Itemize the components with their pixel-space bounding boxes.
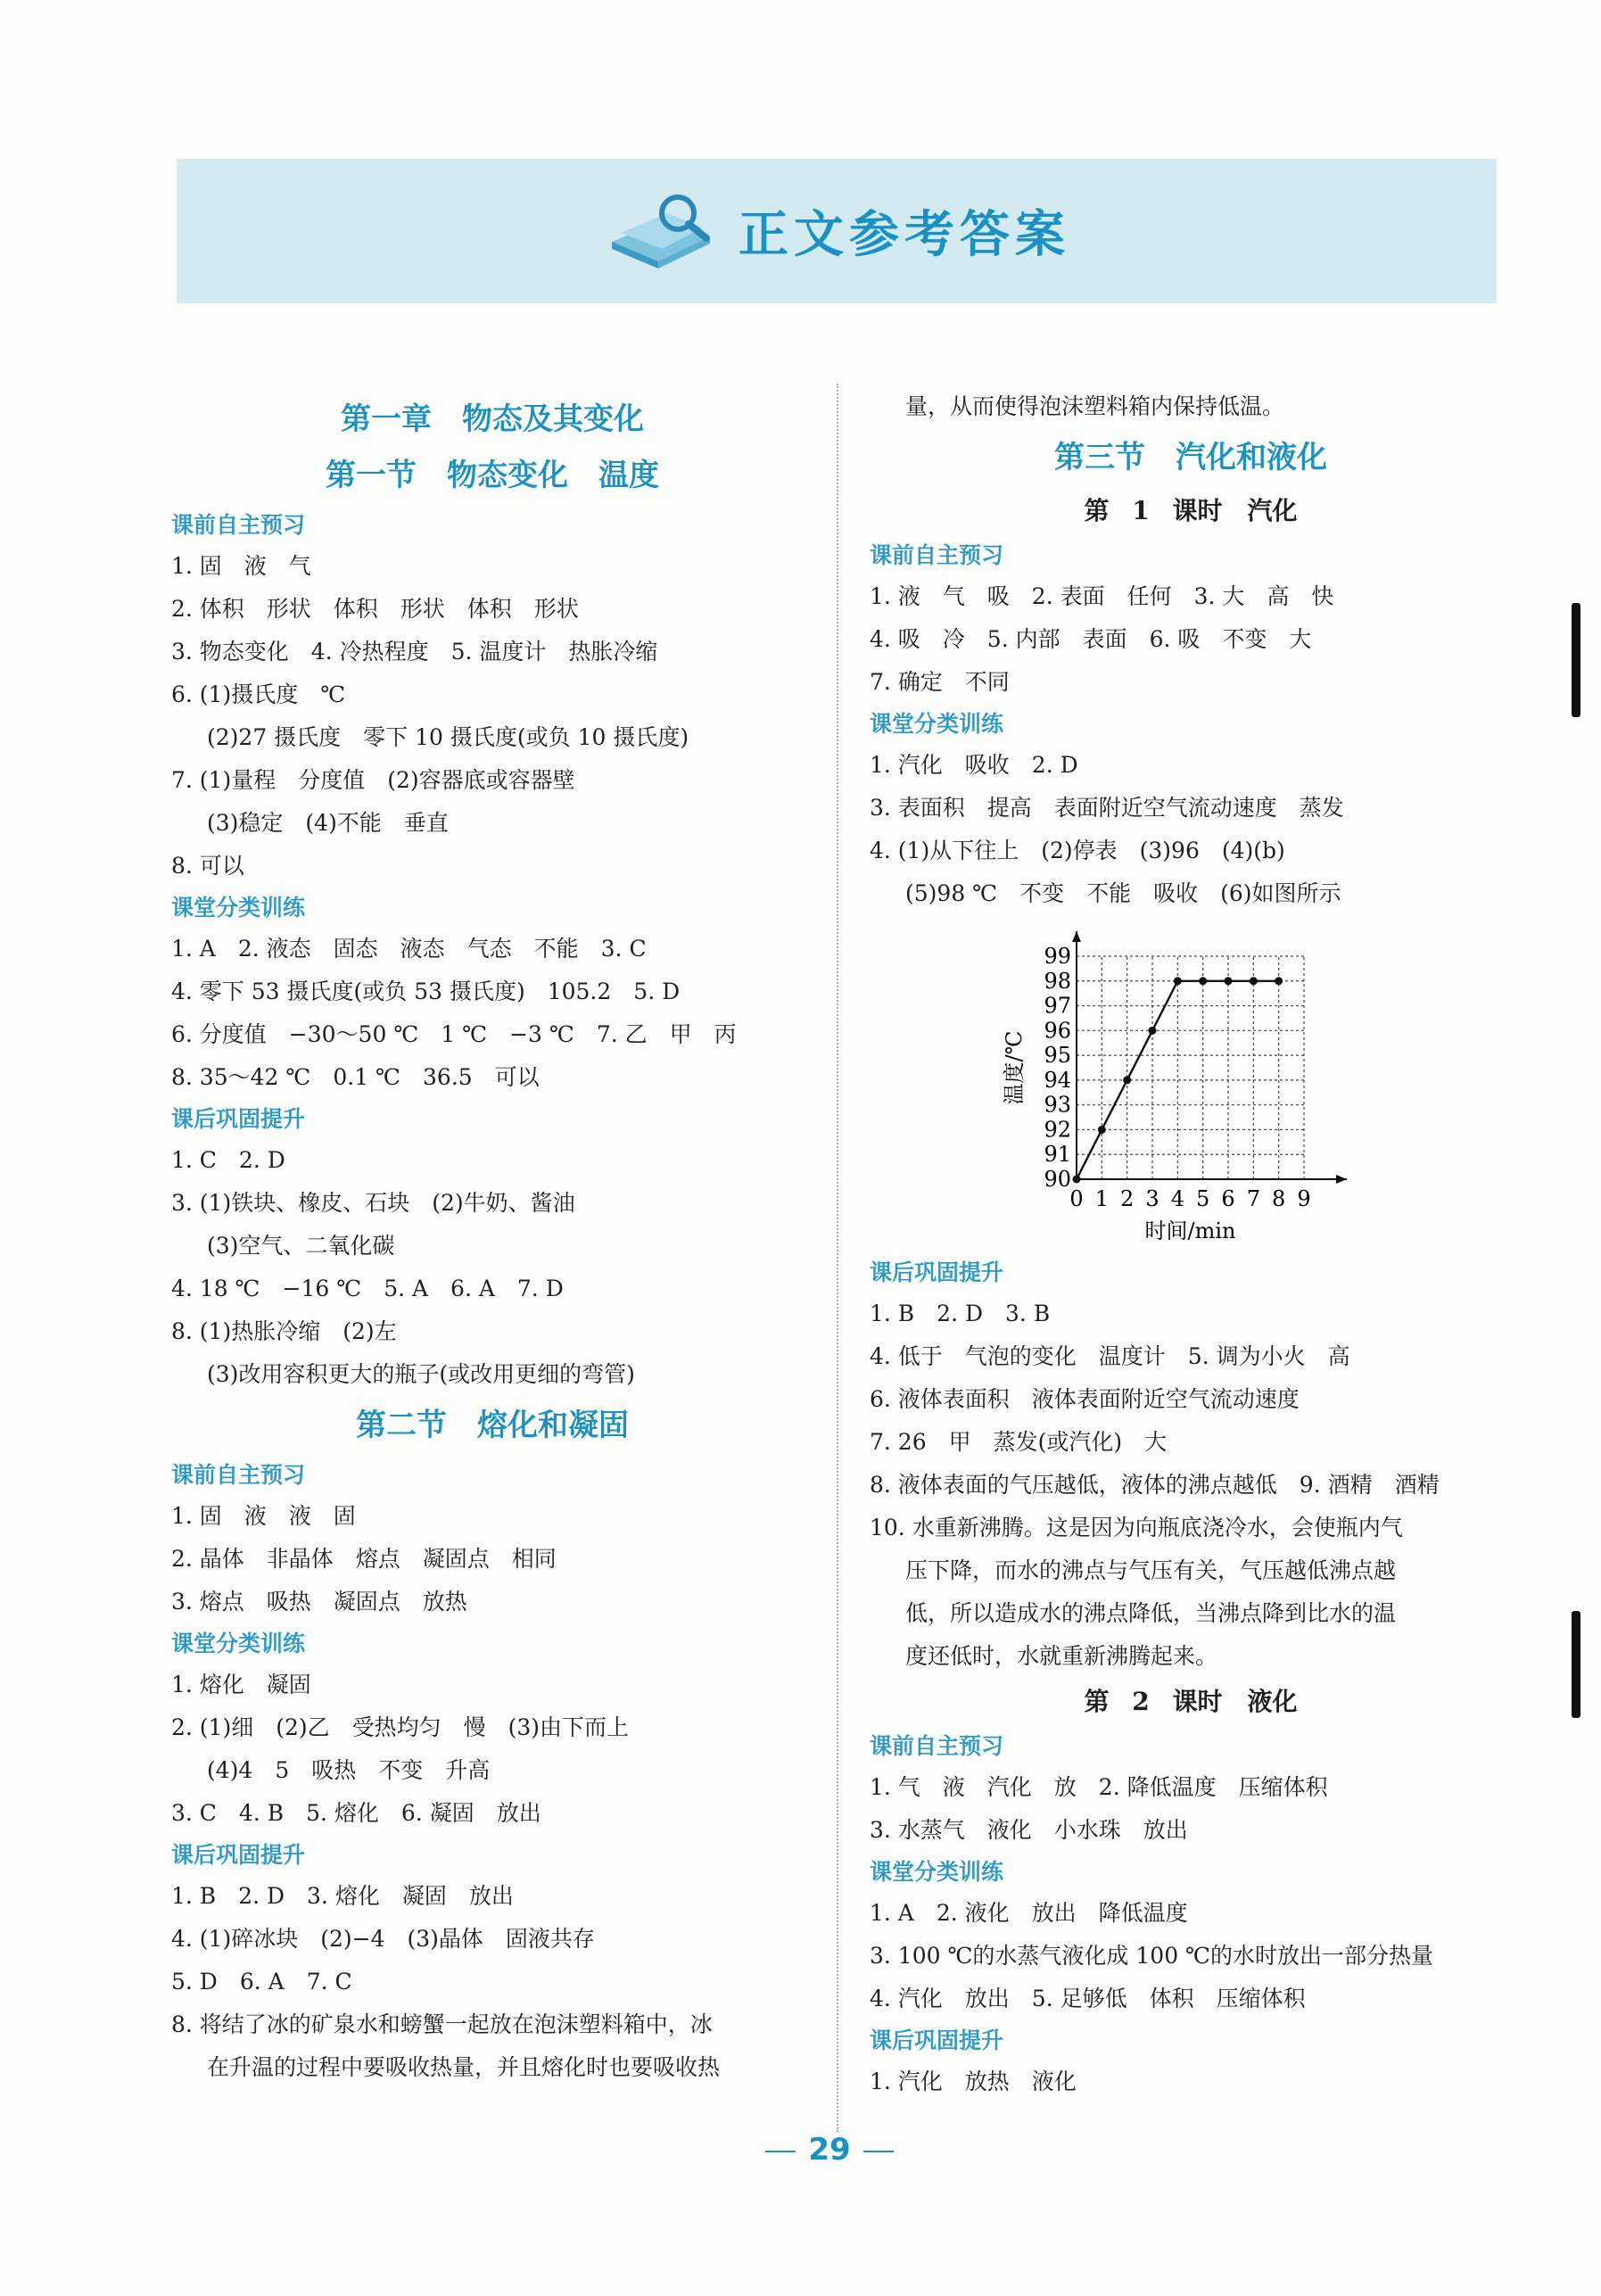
subheading: 课堂分类训练 bbox=[171, 1631, 306, 1656]
y-tick-label: 92 bbox=[1044, 1117, 1071, 1143]
answer-line: 1. B 2. D 3. B bbox=[870, 1301, 1051, 1326]
data-point bbox=[1250, 977, 1258, 985]
answer-line: 2. 体积 形状 体积 形状 体积 形状 bbox=[171, 596, 579, 622]
x-tick-label: 7 bbox=[1246, 1186, 1260, 1211]
answer-line: 3. 熔点 吸热 凝固点 放热 bbox=[171, 1589, 467, 1615]
scan-edge-mark bbox=[1572, 603, 1580, 717]
answer-line-continued: 低，所以造成水的沸点降低，当沸点降到比水的温 bbox=[905, 1600, 1397, 1626]
subheading: 课堂分类训练 bbox=[171, 895, 306, 921]
subheading: 课后巩固提升 bbox=[870, 2028, 1004, 2053]
temperature-time-chart bbox=[870, 915, 1512, 1252]
answer-line: 1. 气 液 汽化 放 2. 降低温度 压缩体积 bbox=[870, 1774, 1328, 1800]
answer-line: 3. 表面积 提高 表面附近空气流动速度 蒸发 bbox=[870, 795, 1344, 821]
x-tick-label: 3 bbox=[1145, 1186, 1159, 1211]
answer-line-continued: (3)空气、二氧化碳 bbox=[207, 1233, 395, 1259]
page-title: 正文参考答案 bbox=[739, 206, 1070, 264]
answer-line: 1. A 2. 液化 放出 降低温度 bbox=[870, 1900, 1188, 1926]
x-axis-label: 时间/min bbox=[1144, 1218, 1236, 1243]
answer-line: 1. 汽化 吸收 2. D bbox=[870, 752, 1078, 778]
answer-line: 4. 低于 气泡的变化 温度计 5. 调为小火 高 bbox=[870, 1343, 1350, 1369]
answer-line: 1. 汽化 放热 液化 bbox=[870, 2069, 1077, 2094]
subheading: 课后巩固提升 bbox=[171, 1106, 306, 1132]
y-tick-label: 96 bbox=[1044, 1018, 1071, 1044]
answer-line: 6. 分度值 −30～50 ℃ 1 ℃ −3 ℃ 7. 乙 甲 丙 bbox=[171, 1021, 737, 1047]
answer-line: 3. C 4. B 5. 熔化 6. 凝固 放出 bbox=[171, 1800, 541, 1826]
subheading: 课前自主预习 bbox=[870, 542, 1004, 568]
y-tick-label: 91 bbox=[1044, 1142, 1071, 1168]
answer-line: 7. 26 甲 蒸发(或汽化) 大 bbox=[870, 1429, 1168, 1455]
answer-line-continued: (4)4 5 吸热 不变 升高 bbox=[207, 1757, 491, 1783]
answer-line-continued: 在升温的过程中要吸收热量，并且熔化时也要吸收热 bbox=[207, 2054, 721, 2080]
data-point bbox=[1174, 977, 1182, 985]
answer-line-continued: (2)27 摄氏度 零下 10 摄氏度(或负 10 摄氏度) bbox=[207, 724, 689, 750]
section-title: 第一节 物态变化 温度 bbox=[326, 458, 659, 493]
y-tick-label: 99 bbox=[1044, 944, 1071, 969]
x-axis-arrow bbox=[1336, 1175, 1347, 1184]
section-title: 第三节 汽化和液化 bbox=[1054, 440, 1327, 475]
answer-line: 1. 固 液 气 bbox=[171, 553, 311, 579]
y-tick-label: 94 bbox=[1044, 1067, 1071, 1093]
answer-line-continued: 度还低时，水就重新沸腾起来。 bbox=[905, 1643, 1218, 1669]
answer-line: 8. 35～42 ℃ 0.1 ℃ 36.5 可以 bbox=[171, 1064, 540, 1090]
chapter-title: 第一章 物态及其变化 bbox=[341, 401, 644, 437]
answer-line: 4. 汽化 放出 5. 足够低 体积 压缩体积 bbox=[870, 1986, 1306, 2011]
answer-line: 8. 将结了冰的矿泉水和螃蟹一起放在泡沫塑料箱中，冰 bbox=[171, 2011, 713, 2037]
answer-line: 3. (1)铁块、橡皮、石块 (2)牛奶、酱油 bbox=[171, 1190, 575, 1216]
scan-edge-mark bbox=[1572, 1611, 1580, 1718]
y-tick-label: 93 bbox=[1044, 1092, 1071, 1118]
section-title: 第二节 熔化和凝固 bbox=[356, 1408, 629, 1443]
answer-line: 2. (1)细 (2)乙 受热均匀 慢 (3)由下而上 bbox=[171, 1714, 630, 1740]
x-tick-label: 4 bbox=[1170, 1186, 1184, 1211]
answer-line: 4. 18 ℃ −16 ℃ 5. A 6. A 7. D bbox=[171, 1276, 564, 1301]
answer-line: 4. (1)碎冰块 (2)−4 (3)晶体 固液共存 bbox=[171, 1926, 595, 1952]
answer-line: 1. B 2. D 3. 熔化 凝固 放出 bbox=[171, 1883, 514, 1909]
data-point bbox=[1199, 977, 1207, 985]
answer-line: 1. A 2. 液态 固态 液态 气态 不能 3. C bbox=[171, 936, 647, 962]
answer-line: 1. 固 液 液 固 bbox=[171, 1503, 356, 1529]
x-tick-label: 6 bbox=[1221, 1186, 1235, 1211]
data-point bbox=[1275, 977, 1283, 985]
answer-line-continued: 量，从而使得泡沫塑料箱内保持低温。 bbox=[905, 393, 1285, 419]
y-tick-label: 90 bbox=[1044, 1167, 1071, 1192]
answer-line: 8. 可以 bbox=[171, 853, 244, 879]
answer-line-continued: (5)98 ℃ 不变 不能 吸收 (6)如图所示 bbox=[905, 880, 1341, 906]
y-axis-label: 温度/℃ bbox=[1002, 1030, 1027, 1105]
y-tick-label: 95 bbox=[1044, 1043, 1071, 1069]
data-point bbox=[1098, 1126, 1106, 1134]
y-axis-arrow bbox=[1072, 931, 1081, 942]
subheading: 课前自主预习 bbox=[171, 1462, 306, 1488]
answer-line: 10. 水重新沸腾。这是因为向瓶底浇冷水，会使瓶内气 bbox=[870, 1515, 1403, 1540]
book-magnifier-icon bbox=[603, 186, 719, 276]
y-tick-label: 97 bbox=[1044, 993, 1071, 1019]
column-divider bbox=[837, 384, 838, 2132]
answer-line: 3. 100 ℃的水蒸气液化成 100 ℃的水时放出一部分热量 bbox=[870, 1943, 1434, 1969]
answer-line: 4. 吸 冷 5. 内部 表面 6. 吸 不变 大 bbox=[870, 626, 1312, 652]
answer-line: 1. 液 气 吸 2. 表面 任何 3. 大 高 快 bbox=[870, 583, 1334, 609]
left-column bbox=[171, 392, 813, 2089]
answer-line: 3. 水蒸气 液化 小水珠 放出 bbox=[870, 1817, 1188, 1843]
lesson-title: 第 1 课时 汽化 bbox=[1084, 496, 1298, 525]
chart-container bbox=[870, 915, 1512, 1252]
answer-line-continued: 压下降，而水的沸点与气压有关，气压越低沸点越 bbox=[905, 1557, 1397, 1583]
answer-line: 7. (1)量程 分度值 (2)容器底或容器壁 bbox=[171, 767, 575, 793]
header-banner bbox=[177, 159, 1497, 303]
answer-line: 8. (1)热胀冷缩 (2)左 bbox=[171, 1318, 397, 1344]
subheading: 课后巩固提升 bbox=[870, 1259, 1004, 1285]
subheading: 课堂分类训练 bbox=[870, 1859, 1004, 1885]
lesson-title: 第 2 课时 液化 bbox=[1084, 1687, 1298, 1716]
y-tick-label: 98 bbox=[1044, 968, 1071, 994]
data-point bbox=[1149, 1027, 1157, 1035]
answer-line: 5. D 6. A 7. C bbox=[171, 1969, 352, 1995]
data-point bbox=[1073, 1176, 1081, 1184]
answer-line: 3. 物态变化 4. 冷热程度 5. 温度计 热胀冷缩 bbox=[171, 639, 658, 665]
subheading: 课前自主预习 bbox=[171, 512, 306, 538]
answer-line: 4. (1)从下往上 (2)停表 (3)96 (4)(b) bbox=[870, 838, 1285, 863]
answer-line: 6. (1)摄氏度 ℃ bbox=[171, 681, 346, 707]
answer-line-continued: (3)改用容积更大的瓶子(或改用更细的弯管) bbox=[207, 1361, 635, 1387]
x-tick-label: 8 bbox=[1272, 1186, 1286, 1211]
data-point bbox=[1123, 1076, 1131, 1084]
x-tick-label: 0 bbox=[1069, 1186, 1084, 1211]
subheading: 课前自主预习 bbox=[870, 1733, 1004, 1759]
right-column bbox=[870, 385, 1512, 2103]
x-tick-label: 5 bbox=[1196, 1186, 1210, 1211]
data-point bbox=[1225, 977, 1233, 985]
answer-line: 6. 液体表面积 液体表面附近空气流动速度 bbox=[870, 1386, 1300, 1412]
answer-line: 1. C 2. D bbox=[171, 1147, 285, 1173]
answer-line: 7. 确定 不同 bbox=[870, 669, 1010, 695]
page-number: 29 bbox=[740, 2132, 919, 2168]
answer-line: 1. 熔化 凝固 bbox=[171, 1672, 311, 1697]
x-tick-label: 2 bbox=[1120, 1186, 1135, 1211]
answer-line: 8. 液体表面的气压越低，液体的沸点越低 9. 酒精 酒精 bbox=[870, 1472, 1440, 1498]
answer-line: 4. 零下 53 摄氏度(或负 53 摄氏度) 105.2 5. D bbox=[171, 979, 681, 1004]
answer-line: 2. 晶体 非晶体 熔点 凝固点 相同 bbox=[171, 1546, 557, 1572]
subheading: 课堂分类训练 bbox=[870, 711, 1004, 737]
x-tick-label: 9 bbox=[1297, 1186, 1311, 1211]
answer-line-continued: (3)稳定 (4)不能 垂直 bbox=[207, 810, 449, 836]
x-tick-label: 1 bbox=[1094, 1186, 1109, 1211]
subheading: 课后巩固提升 bbox=[171, 1842, 306, 1868]
